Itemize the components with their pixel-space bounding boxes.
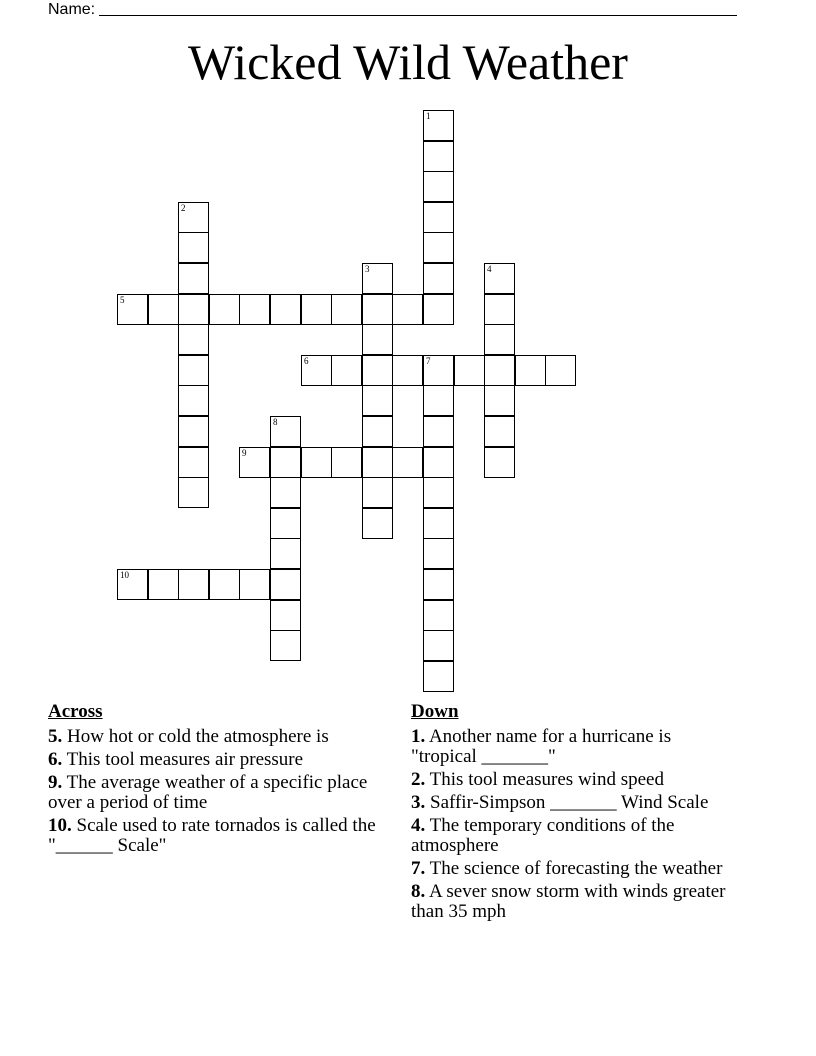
clue-across-5	[48, 727, 388, 747]
clue-number: 9.	[48, 772, 63, 793]
grid-cell[interactable]	[209, 294, 240, 325]
grid-cell[interactable]	[331, 447, 362, 478]
grid-cell[interactable]	[423, 141, 454, 172]
clue-across-6	[48, 750, 388, 770]
clue-number-label: 10	[120, 570, 129, 580]
grid-cell[interactable]	[270, 294, 301, 325]
grid-cell[interactable]	[270, 447, 301, 478]
grid-cell[interactable]	[178, 263, 209, 294]
clue-down-2	[411, 770, 741, 790]
grid-cell[interactable]	[331, 294, 362, 325]
grid-cell[interactable]	[239, 294, 270, 325]
grid-cell[interactable]	[270, 538, 301, 569]
grid-cell[interactable]	[301, 294, 332, 325]
grid-cell[interactable]	[148, 294, 179, 325]
grid-cell[interactable]	[178, 447, 209, 478]
grid-cell[interactable]	[362, 477, 393, 508]
grid-cell[interactable]	[423, 263, 454, 294]
clue-across-9	[48, 773, 388, 813]
clue-text: The science of forecasting the weather	[429, 858, 723, 879]
grid-cell[interactable]	[423, 171, 454, 202]
clue-text: The average weather of a specific place over a period of time	[48, 772, 368, 813]
clue-number-label: 5	[120, 295, 125, 305]
grid-cell[interactable]	[178, 294, 209, 325]
clue-text: The temporary conditions of the atmosphere	[411, 815, 675, 856]
clue-number-label: 7	[426, 356, 431, 366]
grid-cell[interactable]	[178, 569, 209, 600]
clue-text: This tool measures air pressure	[66, 749, 304, 770]
grid-cell[interactable]	[148, 569, 179, 600]
grid-cell[interactable]	[178, 232, 209, 263]
grid-cell[interactable]	[178, 416, 209, 447]
grid-cell[interactable]	[423, 202, 454, 233]
down-heading: Down	[411, 701, 459, 722]
grid-cell[interactable]	[362, 416, 393, 447]
grid-cell[interactable]	[117, 294, 148, 325]
grid-cell[interactable]	[423, 232, 454, 263]
clue-number-label: 8	[273, 417, 278, 427]
clue-text: Scale used to rate tornados is called the "______ Scale"	[48, 815, 376, 856]
clue-across-10	[48, 816, 388, 856]
clue-number: 8.	[411, 881, 426, 902]
grid-cell[interactable]	[178, 324, 209, 355]
clue-number: 3.	[411, 792, 426, 813]
grid-cell[interactable]	[270, 600, 301, 631]
grid-cell[interactable]	[423, 661, 454, 692]
clue-number: 10.	[48, 815, 72, 836]
clue-number: 2.	[411, 769, 426, 790]
grid-cell[interactable]	[423, 110, 454, 141]
grid-cell[interactable]	[484, 385, 515, 416]
clue-number-label: 1	[426, 111, 431, 121]
grid-cell[interactable]	[484, 294, 515, 325]
clue-number-label: 4	[487, 264, 492, 274]
page-title: Wicked Wild Weather	[188, 34, 628, 90]
grid-cell[interactable]	[545, 355, 576, 386]
clue-text: A sever snow storm with winds greater than 35 mph	[411, 881, 726, 922]
grid-cell[interactable]	[362, 263, 393, 294]
grid-cell[interactable]	[454, 355, 485, 386]
grid-cell[interactable]	[423, 294, 454, 325]
grid-cell[interactable]	[362, 324, 393, 355]
clue-text: This tool measures wind speed	[429, 769, 664, 790]
grid-cell[interactable]	[178, 477, 209, 508]
grid-cell[interactable]	[362, 447, 393, 478]
grid-cell[interactable]	[515, 355, 546, 386]
clue-text: Saffir-Simpson _______ Wind Scale	[430, 792, 709, 813]
clue-number: 1.	[411, 726, 426, 747]
grid-cell[interactable]	[270, 569, 301, 600]
grid-cell[interactable]	[270, 508, 301, 539]
clue-number-label: 6	[304, 356, 309, 366]
clue-down-1	[411, 727, 741, 767]
grid-cell[interactable]	[362, 355, 393, 386]
clue-down-4	[411, 816, 741, 856]
grid-cell[interactable]	[178, 202, 209, 233]
grid-cell[interactable]	[362, 294, 393, 325]
clue-text: How hot or cold the atmosphere is	[67, 726, 329, 747]
grid-cell[interactable]	[423, 385, 454, 416]
grid-cell[interactable]	[331, 355, 362, 386]
grid-cell[interactable]	[178, 355, 209, 386]
clue-number-label: 2	[181, 203, 186, 213]
name-blank[interactable]	[99, 0, 737, 16]
clue-down-7	[411, 859, 741, 879]
grid-cell[interactable]	[362, 508, 393, 539]
grid-cell[interactable]	[484, 416, 515, 447]
grid-cell[interactable]	[392, 355, 423, 386]
clue-number: 6.	[48, 749, 63, 770]
grid-cell[interactable]	[484, 324, 515, 355]
name-label: Name:	[48, 1, 96, 18]
grid-cell[interactable]	[423, 569, 454, 600]
grid-cell[interactable]	[423, 600, 454, 631]
grid-cell[interactable]	[423, 508, 454, 539]
across-heading: Across	[48, 701, 103, 722]
grid-cell[interactable]	[484, 355, 515, 386]
grid-cell[interactable]	[423, 447, 454, 478]
grid-cell[interactable]	[392, 294, 423, 325]
grid-cell[interactable]	[270, 630, 301, 661]
clue-number: 5.	[48, 726, 63, 747]
grid-cell[interactable]	[423, 477, 454, 508]
grid-cell[interactable]	[239, 447, 270, 478]
grid-cell[interactable]	[117, 569, 148, 600]
grid-cell[interactable]	[301, 447, 332, 478]
clue-down-3	[411, 793, 741, 813]
grid-cell[interactable]	[270, 416, 301, 447]
grid-cell[interactable]	[270, 477, 301, 508]
clue-number: 4.	[411, 815, 426, 836]
clue-text: Another name for a hurricane is "tropical _______"	[411, 726, 672, 767]
across-clues	[48, 701, 388, 859]
clue-number-label: 3	[365, 264, 370, 274]
grid-cell[interactable]	[392, 447, 423, 478]
grid-cell[interactable]	[209, 569, 240, 600]
grid-cell[interactable]	[423, 416, 454, 447]
clue-number: 7.	[411, 858, 426, 879]
name-line	[48, 0, 737, 19]
grid-cell[interactable]	[178, 385, 209, 416]
grid-cell[interactable]	[362, 385, 393, 416]
grid-cell[interactable]	[423, 630, 454, 661]
down-clues	[411, 701, 741, 925]
grid-cell[interactable]	[423, 355, 454, 386]
grid-cell[interactable]	[239, 569, 270, 600]
grid-cell[interactable]	[301, 355, 332, 386]
grid-cell[interactable]	[484, 263, 515, 294]
clue-down-8	[411, 882, 741, 922]
grid-cell[interactable]	[423, 538, 454, 569]
grid-cell[interactable]	[484, 447, 515, 478]
clue-number-label: 9	[242, 448, 247, 458]
